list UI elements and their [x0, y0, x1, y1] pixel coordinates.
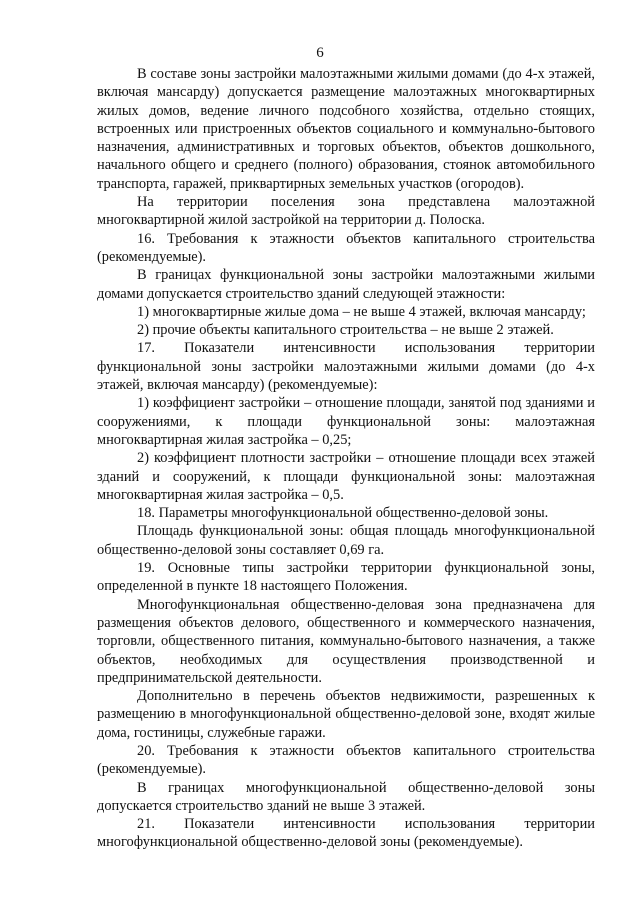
paragraph-zone-composition: В составе зоны застройки малоэтажными жилыми домами (до 4-х этажей, включая мансарду) допускается размещение малоэтажных многоквартирных жилых домов, ведение личного подсобного хозяйства, отдельно стоящих, встроенных или пристроенных объектов социального и коммунально-бытового назначения, административных и торговых объектов, объектов дошкольного, начального общего и среднего (полного) образования, стоянок автомобильного транспорта, гаражей, приквартирных земельных участков (огородов).	[97, 66, 595, 192]
paragraph-coverage-ratio: 1) коэффициент застройки – отношение площади, занятой под зданиями и сооружениями, к площади функциональной зоны: малоэтажная многоквартирная жилая застройка – 0,25;	[97, 395, 595, 448]
paragraph-section-20-heading: 20. Требования к этажности объектов капитального строительства (рекомендуемые).	[97, 742, 595, 778]
paragraph-zone-purpose: Многофункциональная общественно-деловая зона предназначена для размещения объектов делового, общественного и коммерческого назначения, торговли, общественного питания, коммунально-бытового назначения, а также объектов, необходимых для осуществления производственной и предпринимательской деятельности.	[97, 596, 595, 686]
paragraph-floors-item-1: 1) многоквартирные жилые дома – не выше 4 этажей, включая мансарду;	[137, 303, 586, 320]
document-body	[97, 65, 595, 852]
paragraph-floor-limit: В границах многофункциональной общественно-деловой зоны допускается строительство зданий не выше 3 этажей.	[97, 779, 595, 814]
paragraph-section-18-heading: 18. Параметры многофункциональной общественно-деловой зоны.	[137, 505, 549, 522]
paragraph-floors-item-2: 2) прочие объекты капитального строительства – не выше 2 этажей.	[137, 322, 554, 339]
paragraph-zone-area: Площадь функциональной зоны: общая площадь многофункциональной общественно-деловой зоны составляет 0,69 га.	[97, 523, 595, 558]
paragraph-section-19-heading: 19. Основные типы застройки территории функциональной зоны, определенной в пункте 18 настоящего Положения.	[97, 560, 595, 595]
paragraph-additional-objects: Дополнительно в перечень объектов недвижимости, разрешенных к размещению в многофункциональной общественно-деловой зоне, входят жилые дома, гостиницы, служебные гаражи.	[97, 688, 595, 741]
paragraph-section-21-heading: 21. Показатели интенсивности использования территории многофункциональной общественно-деловой зоны (рекомендуемые).	[97, 816, 595, 851]
page-number: 6	[316, 45, 324, 61]
paragraph-floors-intro: В границах функциональной зоны застройки малоэтажными жилыми домами допускается строительство зданий следующей этажности:	[97, 267, 595, 302]
paragraph-density-ratio: 2) коэффициент плотности застройки – отношение площади всех этажей зданий и сооружений, к площади функциональной зоны: малоэтажная многоквартирная жилая застройка – 0,5.	[97, 450, 595, 503]
paragraph-section-16-heading: 16. Требования к этажности объектов капитального строительства (рекомендуемые).	[97, 230, 595, 265]
paragraph-zone-location: На территории поселения зона представлена малоэтажной многоквартирной жилой застройкой на территории д. Полоска.	[97, 194, 595, 229]
paragraph-section-17-heading: 17. Показатели интенсивности использования территории функциональной зоны застройки малоэтажными жилыми домами (до 4-х этажей, включая мансарду) (рекомендуемые):	[97, 340, 595, 394]
